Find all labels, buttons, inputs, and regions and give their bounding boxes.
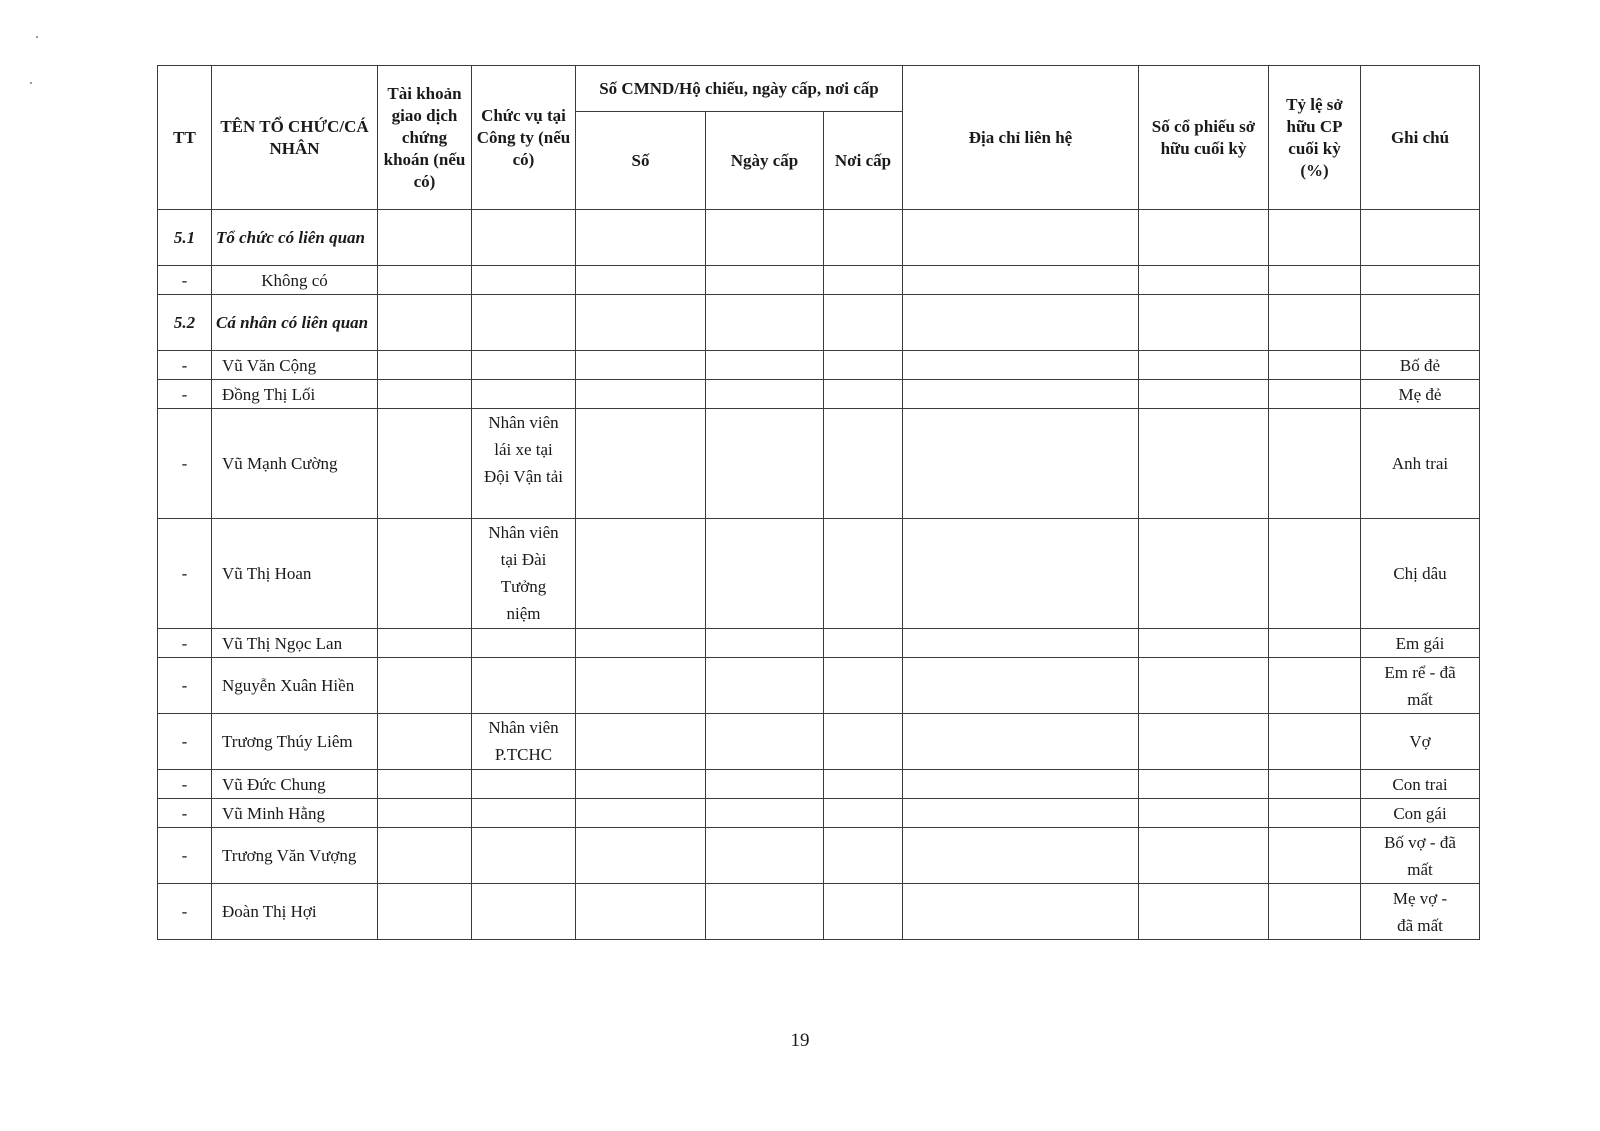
cell-account	[378, 409, 472, 519]
cell-tt: -	[158, 714, 212, 770]
cell-issue-place	[824, 714, 903, 770]
cell-ratio	[1269, 828, 1361, 884]
header-issue-place: Nơi cấp	[824, 112, 903, 210]
cell-ratio	[1269, 295, 1361, 351]
section-row	[158, 210, 1480, 266]
cell-issue-place	[824, 295, 903, 351]
cell-shares	[1139, 409, 1269, 519]
cell-address	[903, 380, 1139, 409]
cell-name: Vũ Thị Ngọc Lan	[212, 629, 378, 658]
header-ratio: Tỷ lệ sở hữu CP cuối kỳ (%)	[1269, 66, 1361, 210]
cell-issue-place	[824, 658, 903, 714]
cell-position: Nhân viên P.TCHC	[472, 714, 576, 770]
cell-issue-place	[824, 380, 903, 409]
cell-shares	[1139, 210, 1269, 266]
cell-id-number	[576, 770, 706, 799]
cell-ratio	[1269, 351, 1361, 380]
cell-issue-date	[706, 351, 824, 380]
cell-shares	[1139, 799, 1269, 828]
cell-name: Vũ Mạnh Cường	[212, 409, 378, 519]
cell-position	[472, 828, 576, 884]
cell-address	[903, 714, 1139, 770]
cell-shares	[1139, 266, 1269, 295]
cell-name: Đồng Thị Lối	[212, 380, 378, 409]
cell-name: Vũ Đức Chung	[212, 770, 378, 799]
cell-shares	[1139, 770, 1269, 799]
cell-id-number	[576, 295, 706, 351]
cell-address	[903, 658, 1139, 714]
cell-note: Mẹ đẻ	[1361, 380, 1480, 409]
cell-issue-place	[824, 409, 903, 519]
cell-address	[903, 828, 1139, 884]
header-shares: Số cổ phiếu sở hữu cuối kỳ	[1139, 66, 1269, 210]
cell-note: Chị dâu	[1361, 519, 1480, 629]
cell-shares	[1139, 519, 1269, 629]
cell-issue-place	[824, 351, 903, 380]
table-header	[158, 66, 1480, 210]
cell-account	[378, 295, 472, 351]
cell-ratio	[1269, 770, 1361, 799]
cell-account	[378, 519, 472, 629]
cell-position	[472, 351, 576, 380]
cell-issue-date	[706, 266, 824, 295]
cell-id-number	[576, 409, 706, 519]
cell-shares	[1139, 295, 1269, 351]
cell-note: Bố đẻ	[1361, 351, 1480, 380]
cell-id-number	[576, 351, 706, 380]
cell-id-number	[576, 658, 706, 714]
cell-tt: -	[158, 658, 212, 714]
cell-tt: -	[158, 799, 212, 828]
header-issue-date: Ngày cấp	[706, 112, 824, 210]
cell-shares	[1139, 380, 1269, 409]
section-number: 5.1	[158, 210, 212, 266]
cell-issue-place	[824, 828, 903, 884]
cell-ratio	[1269, 409, 1361, 519]
header-position: Chức vụ tại Công ty (nếu có)	[472, 66, 576, 210]
cell-issue-date	[706, 295, 824, 351]
cell-id-number	[576, 828, 706, 884]
cell-name: Không có	[212, 266, 378, 295]
cell-address	[903, 266, 1139, 295]
table-row	[158, 714, 1480, 770]
cell-tt: -	[158, 884, 212, 940]
cell-shares	[1139, 351, 1269, 380]
cell-ratio	[1269, 714, 1361, 770]
cell-name: Vũ Minh Hằng	[212, 799, 378, 828]
cell-note: Bố vợ - đã mất	[1361, 828, 1480, 884]
cell-tt: -	[158, 380, 212, 409]
section-number: 5.2	[158, 295, 212, 351]
cell-address	[903, 770, 1139, 799]
section-title: Cá nhân có liên quan	[212, 295, 378, 351]
cell-id-number	[576, 210, 706, 266]
cell-issue-date	[706, 799, 824, 828]
header-note: Ghi chú	[1361, 66, 1480, 210]
cell-tt: -	[158, 770, 212, 799]
cell-issue-date	[706, 658, 824, 714]
table-row	[158, 380, 1480, 409]
cell-ratio	[1269, 519, 1361, 629]
cell-position: Nhân viên lái xe tại Đội Vận tải	[472, 409, 576, 519]
cell-note: Con gái	[1361, 799, 1480, 828]
page-number: 19	[790, 1030, 810, 1051]
cell-shares	[1139, 714, 1269, 770]
cell-name: Trương Thúy Liêm	[212, 714, 378, 770]
cell-name: Nguyễn Xuân Hiền	[212, 658, 378, 714]
cell-issue-date	[706, 519, 824, 629]
cell-position	[472, 266, 576, 295]
cell-account	[378, 799, 472, 828]
cell-id-number	[576, 884, 706, 940]
cell-account	[378, 828, 472, 884]
cell-position	[472, 629, 576, 658]
cell-ratio	[1269, 380, 1361, 409]
table-row	[158, 519, 1480, 629]
cell-address	[903, 519, 1139, 629]
cell-name: Vũ Văn Cộng	[212, 351, 378, 380]
cell-account	[378, 884, 472, 940]
cell-shares	[1139, 884, 1269, 940]
related-persons-table	[157, 65, 1480, 940]
cell-position	[472, 658, 576, 714]
cell-issue-date	[706, 714, 824, 770]
cell-note: Em rể - đã mất	[1361, 658, 1480, 714]
scan-speck	[30, 82, 32, 84]
cell-address	[903, 295, 1139, 351]
table-row	[158, 266, 1480, 295]
cell-account	[378, 351, 472, 380]
header-id-group: Số CMND/Hộ chiếu, ngày cấp, nơi cấp	[576, 66, 903, 112]
cell-note: Vợ	[1361, 714, 1480, 770]
cell-position	[472, 884, 576, 940]
cell-position	[472, 210, 576, 266]
cell-issue-place	[824, 884, 903, 940]
cell-tt: -	[158, 351, 212, 380]
cell-account	[378, 210, 472, 266]
cell-note: Mẹ vợ - đã mất	[1361, 884, 1480, 940]
cell-position: Nhân viên tại Đài Tưởng niệm	[472, 519, 576, 629]
cell-address	[903, 799, 1139, 828]
cell-account	[378, 266, 472, 295]
cell-issue-place	[824, 266, 903, 295]
cell-issue-date	[706, 884, 824, 940]
cell-ratio	[1269, 799, 1361, 828]
table-body	[158, 210, 1480, 940]
table-row	[158, 799, 1480, 828]
table-row	[158, 828, 1480, 884]
cell-account	[378, 658, 472, 714]
cell-position	[472, 799, 576, 828]
cell-address	[903, 409, 1139, 519]
cell-ratio	[1269, 629, 1361, 658]
cell-issue-place	[824, 519, 903, 629]
cell-note: Con trai	[1361, 770, 1480, 799]
cell-id-number	[576, 266, 706, 295]
cell-note	[1361, 295, 1480, 351]
cell-address	[903, 629, 1139, 658]
cell-shares	[1139, 629, 1269, 658]
cell-issue-date	[706, 828, 824, 884]
cell-tt: -	[158, 629, 212, 658]
cell-position	[472, 380, 576, 409]
cell-ratio	[1269, 884, 1361, 940]
cell-issue-date	[706, 409, 824, 519]
cell-issue-date	[706, 629, 824, 658]
cell-address	[903, 884, 1139, 940]
cell-issue-place	[824, 799, 903, 828]
cell-issue-date	[706, 770, 824, 799]
cell-account	[378, 770, 472, 799]
header-name: TÊN TỔ CHỨC/CÁ NHÂN	[212, 66, 378, 210]
cell-ratio	[1269, 210, 1361, 266]
cell-name: Đoàn Thị Hợi	[212, 884, 378, 940]
header-address: Địa chỉ liên hệ	[903, 66, 1139, 210]
table-row	[158, 409, 1480, 519]
header-id-number: Số	[576, 112, 706, 210]
cell-note	[1361, 210, 1480, 266]
cell-issue-place	[824, 210, 903, 266]
cell-note: Em gái	[1361, 629, 1480, 658]
cell-tt: -	[158, 828, 212, 884]
cell-account	[378, 629, 472, 658]
cell-note	[1361, 266, 1480, 295]
cell-note: Anh trai	[1361, 409, 1480, 519]
header-account: Tài khoản giao dịch chứng khoán (nếu có)	[378, 66, 472, 210]
table-row	[158, 884, 1480, 940]
cell-name: Vũ Thị Hoan	[212, 519, 378, 629]
cell-tt: -	[158, 409, 212, 519]
table-row	[158, 658, 1480, 714]
cell-account	[378, 380, 472, 409]
cell-tt: -	[158, 266, 212, 295]
cell-issue-date	[706, 380, 824, 409]
cell-position	[472, 295, 576, 351]
section-title: Tổ chức có liên quan	[212, 210, 378, 266]
cell-id-number	[576, 519, 706, 629]
cell-name: Trương Văn Vượng	[212, 828, 378, 884]
cell-id-number	[576, 629, 706, 658]
scan-speck	[36, 36, 38, 38]
cell-position	[472, 770, 576, 799]
table-row	[158, 770, 1480, 799]
cell-tt: -	[158, 519, 212, 629]
cell-address	[903, 210, 1139, 266]
cell-address	[903, 351, 1139, 380]
cell-issue-place	[824, 770, 903, 799]
cell-shares	[1139, 828, 1269, 884]
cell-ratio	[1269, 658, 1361, 714]
cell-account	[378, 714, 472, 770]
cell-shares	[1139, 658, 1269, 714]
table-row	[158, 351, 1480, 380]
cell-id-number	[576, 714, 706, 770]
cell-ratio	[1269, 266, 1361, 295]
cell-issue-place	[824, 629, 903, 658]
header-tt: TT	[158, 66, 212, 210]
table-row	[158, 629, 1480, 658]
cell-id-number	[576, 380, 706, 409]
cell-issue-date	[706, 210, 824, 266]
section-row	[158, 295, 1480, 351]
cell-id-number	[576, 799, 706, 828]
